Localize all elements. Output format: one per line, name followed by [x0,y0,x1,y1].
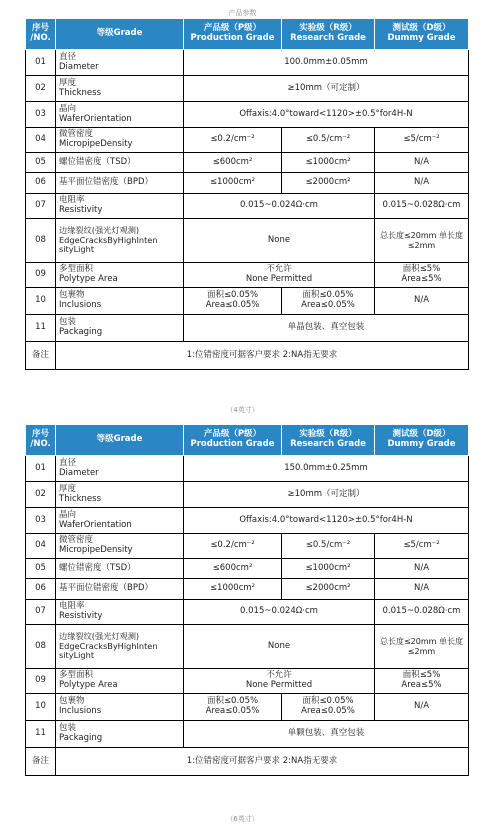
cell-text: Area≤0.05% [301,300,355,310]
row-thickness: 02 厚度 Thickness ≥10mm（可定制） [26,76,469,102]
cell-text: 多型面积 [59,264,94,275]
cell-text: Thickness [59,87,102,98]
cell-text: 面积≤0.05% [206,290,259,301]
thickness-value: ≥10mm（可定制） [184,76,469,102]
tsd-p: ≤600cm² [184,153,282,173]
header-production [184,19,282,50]
row-inclusions: 10 包裹物 Inclusions 面积≤0.05% Area≤0.05% 面积≤0.05% Area≤0.05% N/A [26,288,469,315]
tsd-d: N/A [375,153,469,173]
cell-text: 包裹物 [59,290,85,301]
cell-text: MicropipeDensity [59,545,133,555]
cell-text: 产品级（P级） [203,23,262,34]
row-bpd: 06 基平面位错密度（BPD） ≤1000cm² ≤2000cm² N/A [26,579,469,600]
row-orientation: 03 晶向 WaferOrientation Offaxis:4.0°toward<1120>±0.5°for4H-N [26,508,469,534]
resistivity-pr: 0.015~0.024Ω·cm [184,600,375,625]
bpd-r: ≤2000cm² [282,173,375,194]
resistivity-d: 0.015~0.028Ω·cm [375,600,469,625]
cell-text: 包装 [59,723,77,734]
cell-text: /NO. [30,439,51,449]
cell-text: 实验级（R级） [299,429,357,440]
cell-text: 边缘裂纹(强光灯观测) [59,631,140,642]
header-dummy [375,19,469,50]
cell-text: 多型面积 [59,670,94,681]
cell-text: Packaging [59,733,103,743]
edge-pr: None [184,625,375,669]
header-production [184,425,282,456]
row-polytype: 09 多型面积 Polytype Area 不允许 None Permitted 面积≤5% Area≤5% [26,263,469,288]
orientation-value: Offaxis:4.0°toward<1120>±0.5°for4H-N [184,508,469,534]
inclusions-r [282,288,375,315]
cell-text: 直径 [59,51,77,62]
cell-text: 面积≤0.05% [302,290,354,301]
cell-text: 边缘裂纹(强光灯观测) [59,225,140,236]
notes-value: 1:位错密度可据客户要求 2:NA指无要求 [56,342,469,370]
cell-text: 测试级（D级） [392,429,451,440]
cell-text: 面积≤5% [402,264,441,275]
cell-text: 厚度 [59,77,77,88]
cell-text: WaferOrientation [59,519,132,530]
cell-text: 直径 [59,457,77,468]
edge-d: 总长度≤20mm 单长度≤2mm [375,219,469,263]
tsd-r: ≤1000cm² [282,153,375,173]
cell-text: Packaging [59,327,103,337]
polytype-d [375,669,469,694]
cell-text: Production Grade [190,33,275,43]
polytype-pr [184,263,375,288]
bpd-p: ≤1000cm² [184,173,282,194]
header-grade: 等级Grade [56,19,184,50]
cell-text: Polytype Area [59,274,118,284]
cell-text: 晶向 [59,103,77,114]
cell-text: EdgeCracksByHighInten [59,640,158,651]
row-resistivity: 07 电阻率 Resistivity 0.015~0.024Ω·cm 0.015~0.028Ω·cm [26,600,469,625]
cell-text: 不允许 [266,670,292,681]
cell-text: 电阻率 [59,601,85,612]
bpd-p: ≤1000cm² [184,579,282,600]
inclusions-d: N/A [375,288,469,315]
cell-text: 包裹物 [59,696,85,707]
cell-text: 序号 [31,429,49,440]
row-notes: 备注 1:位错密度可据客户要求 2:NA指无要求 [26,748,469,776]
polytype-d [375,263,469,288]
cell-text: 测试级（D级） [392,23,451,34]
micropipe-p: ≤0.2/cm⁻² [184,128,282,153]
cell-text: Dummy Grade [387,439,456,449]
row-orientation: 03 晶向 WaferOrientation Offaxis:4.0°toward<1120>±0.5°for4H-N [26,102,469,128]
spec-table-4inch [25,18,469,370]
polytype-pr [184,669,375,694]
cell-text: 面积≤0.05% [302,696,354,707]
row-tsd: 05 螺位错密度（TSD） ≤600cm² ≤1000cm² N/A [26,153,469,173]
cell-text: Area≤5% [401,274,442,284]
cell-text: sityLight [59,650,95,661]
cell-text: Area≤0.05% [205,706,260,716]
micropipe-p: ≤0.2/cm⁻² [184,534,282,559]
cell-text: 微管密度 [59,129,94,140]
cell-text: Production Grade [190,439,275,449]
resistivity-pr: 0.015~0.024Ω·cm [184,194,375,219]
bpd-d: N/A [375,173,469,194]
row-edge-cracks: 08 边缘裂纹(强光灯观测) EdgeCracksByHighInten sityLight None 总长度≤20mm 单长度≤2mm [26,625,469,669]
cell-text: None Permitted [245,274,313,284]
spec-table-6inch [25,424,469,776]
cell-text: 包装 [59,317,77,328]
cell-text: 面积≤5% [402,670,441,681]
cell-text: Area≤0.05% [301,706,355,716]
cell-text: 产品级（P级） [203,429,262,440]
bpd-r: ≤2000cm² [282,579,375,600]
row-inclusions: 10 包裹物 Inclusions 面积≤0.05% Area≤0.05% 面积≤0.05% Area≤0.05% N/A [26,694,469,721]
header-grade: 等级Grade [56,425,184,456]
cell-text: 面积≤0.05% [206,696,259,707]
row-packaging: 11 包装 Packaging 单颗包装、真空包装 [26,721,469,748]
inclusions-p [184,694,282,721]
row-micropipe: 04 微管密度 MicropipeDensity ≤0.2/cm⁻² ≤0.5/cm⁻² ≤5/cm⁻² [26,128,469,153]
cell-text: None Permitted [245,680,313,690]
header-row [26,425,469,456]
row-diameter: 01 直径 Diameter 150.0mm±0.25mm [26,456,469,482]
header-research [282,425,375,456]
cell-text: Area≤5% [401,680,442,690]
cell-text: 不允许 [266,264,292,275]
cell-text: Inclusions [59,706,102,716]
cell-text: 晶向 [59,509,77,520]
cell-text: 序号 [31,23,49,34]
row-micropipe: 04 微管密度 MicropipeDensity ≤0.2/cm⁻² ≤0.5/cm⁻² ≤5/cm⁻² [26,534,469,559]
cell-text: 电阻率 [59,195,85,206]
cell-text: Resistivity [59,205,103,215]
cell-text: Research Grade [290,33,366,43]
micropipe-r: ≤0.5/cm⁻² [282,128,375,153]
packaging-value: 单颗包装、真空包装 [184,721,469,748]
row-bpd: 06 基平面位错密度（BPD） ≤1000cm² ≤2000cm² N/A [26,173,469,194]
bpd-d: N/A [375,579,469,600]
inclusions-d: N/A [375,694,469,721]
micropipe-d: ≤5/cm⁻² [375,128,469,153]
row-thickness: 02 厚度 Thickness ≥10mm（可定制） [26,482,469,508]
packaging-value: 单晶包装、真空包装 [184,315,469,342]
row-edge-cracks: 08 边缘裂纹(强光灯观测) EdgeCracksByHighInten sityLight None 总长度≤20mm 单长度≤2mm [26,219,469,263]
resistivity-d: 0.015~0.028Ω·cm [375,194,469,219]
row-resistivity: 07 电阻率 Resistivity 0.015~0.024Ω·cm 0.015~0.028Ω·cm [26,194,469,219]
header-no [26,425,56,456]
cell-text: Diameter [59,467,99,478]
row-tsd: 05 螺位错密度（TSD） ≤600cm² ≤1000cm² N/A [26,559,469,579]
cell-text: Area≤0.05% [205,300,260,310]
top-caption: 产品参数 [228,9,257,17]
header-research [282,19,375,50]
header-row [26,19,469,50]
cell-text: 微管密度 [59,535,94,546]
diameter-value: 100.0mm±0.05mm [184,50,469,76]
cell-text: Diameter [59,61,99,72]
edge-d: 总长度≤20mm 单长度≤2mm [375,625,469,669]
cell-text: Polytype Area [59,680,118,690]
cell-text: /NO. [30,33,51,43]
cell-text: 实验级（R级） [299,23,357,34]
tsd-d: N/A [375,559,469,579]
cell-text: Dummy Grade [387,33,456,43]
micropipe-r: ≤0.5/cm⁻² [282,534,375,559]
micropipe-d: ≤5/cm⁻² [375,534,469,559]
thickness-value: ≥10mm（可定制） [184,482,469,508]
table-caption-6inch: （6英寸） [226,815,259,823]
cell-text: 厚度 [59,483,77,494]
edge-pr: None [184,219,375,263]
inclusions-r [282,694,375,721]
cell-text: Thickness [59,493,102,504]
notes-value: 1:位错密度可据客户要求 2:NA指无要求 [56,748,469,776]
table-caption-4inch: （4英寸） [226,406,259,414]
cell-text: Inclusions [59,300,102,310]
tsd-p: ≤600cm² [184,559,282,579]
header-dummy [375,425,469,456]
cell-text: MicropipeDensity [59,139,133,149]
header-no [26,19,56,50]
row-diameter: 01 直径 Diameter 100.0mm±0.05mm [26,50,469,76]
orientation-value: Offaxis:4.0°toward<1120>±0.5°for4H-N [184,102,469,128]
row-packaging: 11 包装 Packaging 单晶包装、真空包装 [26,315,469,342]
row-notes: 备注 1:位错密度可据客户要求 2:NA指无要求 [26,342,469,370]
diameter-value: 150.0mm±0.25mm [184,456,469,482]
cell-text: WaferOrientation [59,113,132,124]
cell-text: Resistivity [59,611,103,621]
inclusions-p [184,288,282,315]
cell-text: Research Grade [290,439,366,449]
cell-text: EdgeCracksByHighInten [59,234,158,245]
cell-text: sityLight [59,244,95,255]
tsd-r: ≤1000cm² [282,559,375,579]
row-polytype: 09 多型面积 Polytype Area 不允许 None Permitted 面积≤5% Area≤5% [26,669,469,694]
